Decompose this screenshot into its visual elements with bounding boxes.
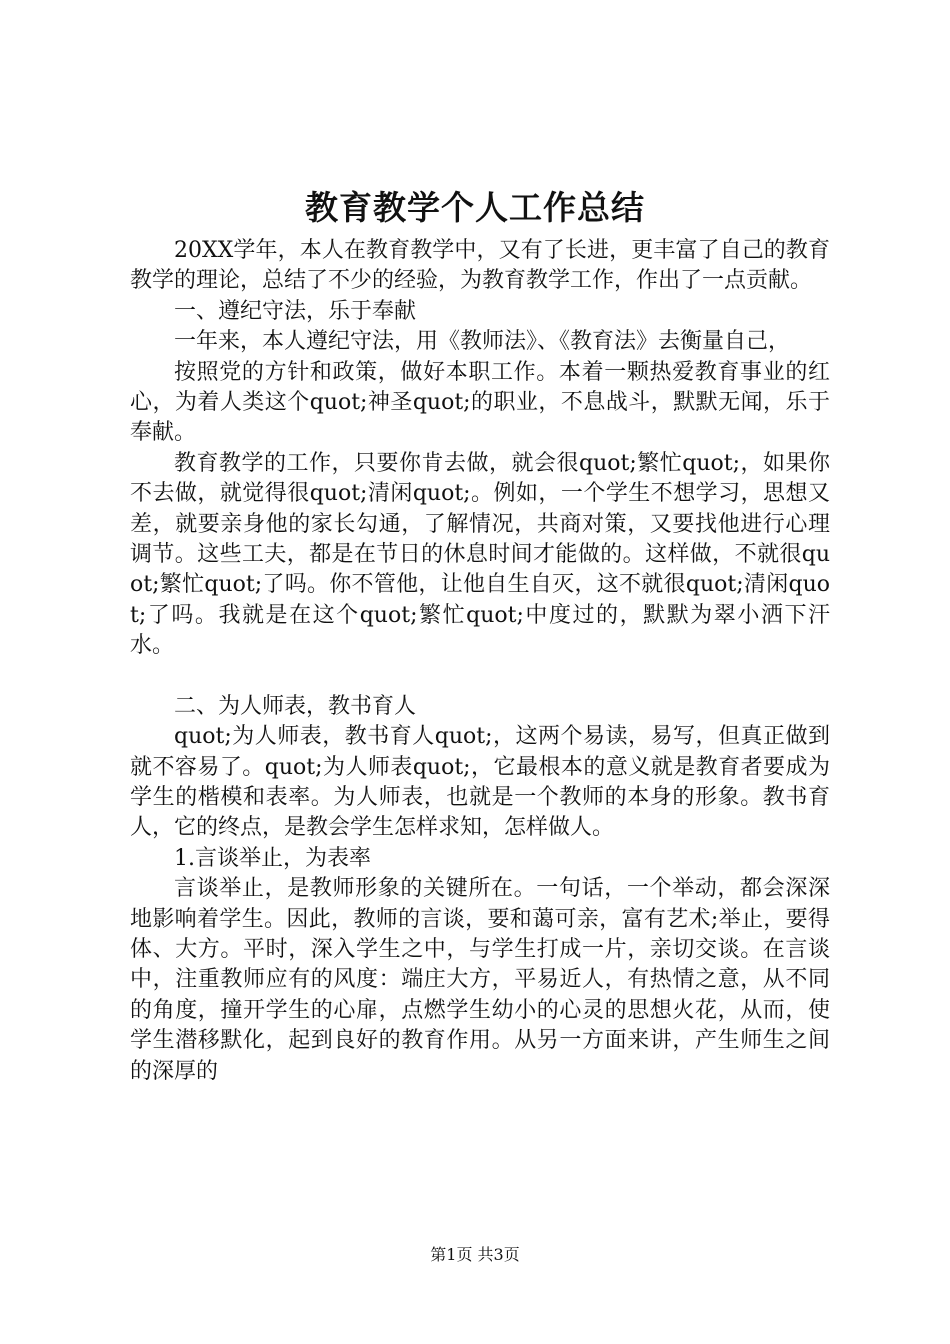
document-body: [130, 236, 830, 1087]
section-heading-2: 二、为人师表，教书育人: [174, 693, 417, 719]
paragraph: 按照党的方针和政策，做好本职工作。本着一颗热爱教育事业的红心，为着人类这个quot;神圣quot;的职业，不息战斗，默默无闻，乐于奉献。: [130, 359, 830, 446]
paragraph: 言谈举止，是教师形象的关键所在。一句话，一个举动，都会深深地影响着学生。因此，教师的言谈，要和蔼可亲，富有艺术;举止，要得体、大方。平时，深入学生之中，与学生打成一片，亲切交谈。在言谈中，注重教师应有的风度：端庄大方，平易近人，有热情之意，从不同的角度，撞开学生的心扉，点燃学生幼小的心灵的思想火花，从而，使学生潜移默化，起到良好的教育作用。从另一方面来讲，产生师生之间的深厚的: [130, 876, 830, 1084]
paragraph: 一年来，本人遵纪守法，用《教师法》、《教育法》去衡量自己，: [174, 329, 791, 355]
document-title: 教育教学个人工作总结: [305, 188, 645, 227]
subsection-heading-1: 1.言谈举止，为表率: [174, 845, 371, 871]
page-footer: 第1页 共3页: [430, 1245, 520, 1264]
paragraph: quot;为人师表，教书育人quot;，这两个易读，易写，但真正做到就不容易了。quot;为人师表quot;，它最根本的意义就是教育者要成为学生的楷模和表率。为人师表，也就是一个教师的本身的形象。教书育人，它的终点，是教会学生怎样求知，怎样做人。: [130, 724, 830, 841]
section-heading-1: 一、遵纪守法，乐于奉献: [174, 298, 417, 324]
paragraph: 教育教学的工作，只要你肯去做，就会很quot;繁忙quot;，如果你不去做，就觉得很quot;清闲quot;。例如，一个学生不想学习，思想又差，就要亲身他的家长勾通，了解情况，共商对策，又要找他进行心理调节。这些工夫，都是在节日的休息时间才能做的。这样做，不就很quot;繁忙quot;了吗。你不管他，让他自生自灭，这不就很quot;清闲quot;了吗。我就是在这个quot;繁忙quot;中度过的，默默为翠小洒下汗水。: [130, 450, 830, 659]
paragraph-intro: 20XX学年，本人在教育教学中，又有了长进，更丰富了自己的教育教学的理论，总结了不少的经验，为教育教学工作，作出了一点贡献。: [130, 238, 830, 294]
